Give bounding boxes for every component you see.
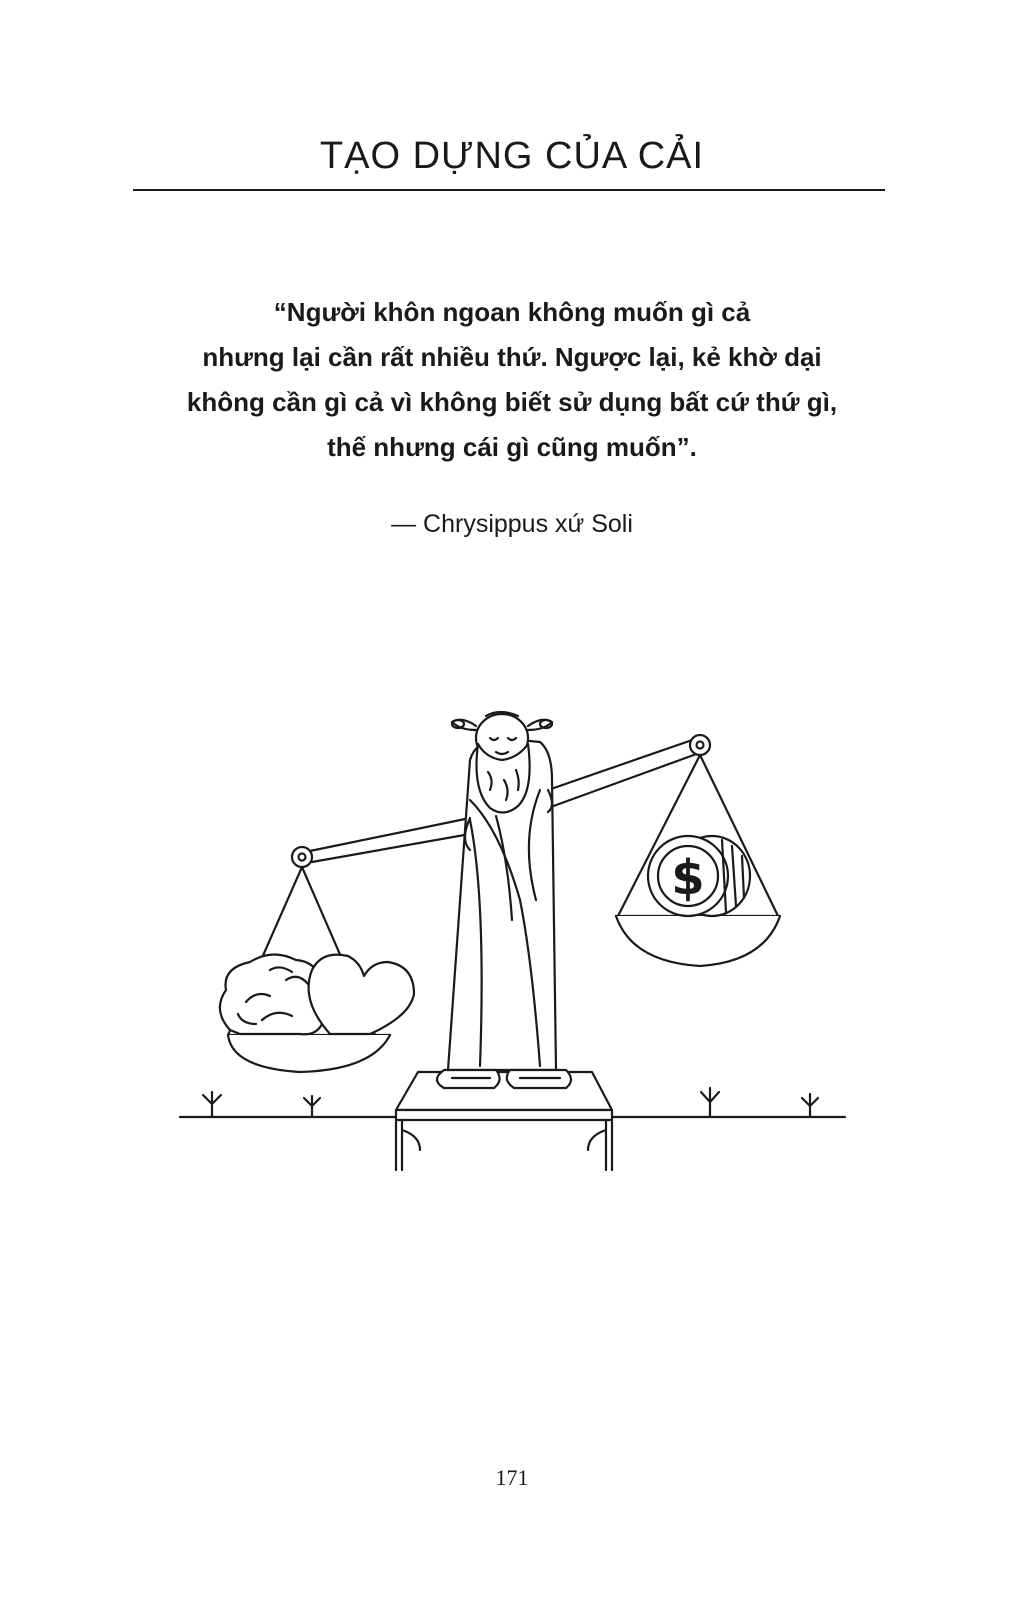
- heart-icon: [309, 955, 414, 1034]
- pedestal: [396, 1072, 612, 1170]
- quote-line: thế nhưng cái gì cũng muốn”.: [327, 432, 697, 462]
- grass-sprout-icon: [304, 1096, 320, 1117]
- quote-attribution: — Chrysippus xứ Soli: [391, 510, 633, 538]
- grass-sprout-icon: [203, 1092, 221, 1117]
- quote-line: “Người khôn ngoan không muốn gì cả: [273, 297, 751, 327]
- coin-icon: [648, 836, 750, 916]
- chapter-title: TẠO DỰNG CỦA CẢI: [319, 135, 705, 177]
- coin-dollar-symbol: $: [671, 850, 705, 906]
- quote-line: không cần gì cả vì không biết sử dụng bất cứ thứ gì,: [186, 387, 838, 417]
- quote-line: nhưng lại cần rất nhiều thứ. Ngược lại, kẻ khờ dại: [202, 342, 822, 372]
- grass-sprout-icon: [802, 1094, 818, 1117]
- page-number: 171: [495, 1465, 529, 1490]
- grass-sprout-icon: [701, 1088, 719, 1117]
